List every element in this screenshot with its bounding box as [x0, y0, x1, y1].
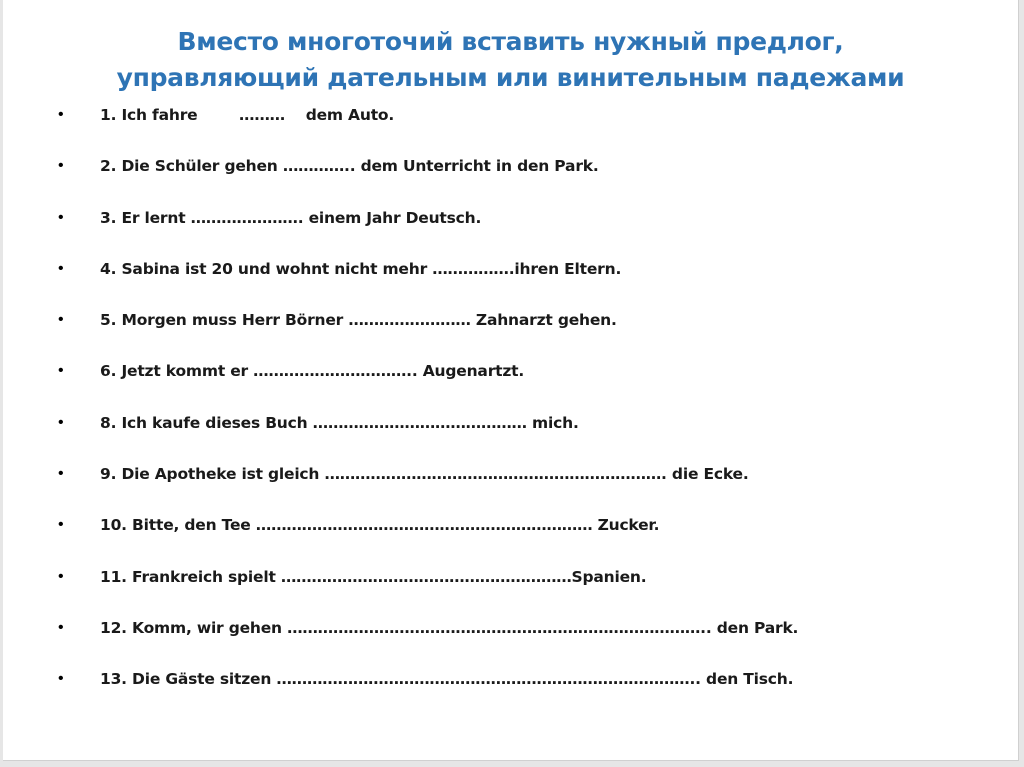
item-text: 8. Ich kaufe dieses Buch …………………………………… mich.	[100, 413, 579, 432]
bullet-icon: •	[58, 618, 64, 636]
bullet-icon: •	[58, 567, 64, 585]
item-text: 13. Die Gäste sitzen ……………………………………………………………………….. den Tisch.	[100, 670, 794, 689]
bullet-icon: •	[58, 516, 64, 534]
bullet-icon: •	[58, 670, 64, 688]
item-text: 3. Er lernt …………………. einem Jahr Deutsch.	[100, 208, 482, 227]
slide	[3, 0, 1019, 761]
bullet-icon: •	[58, 413, 64, 431]
title-line-2: управляющий дательным или винительным падежами	[116, 63, 905, 92]
bullet-icon: •	[58, 208, 64, 226]
item-text: 5. Morgen muss Herr Börner …………………… Zahnarzt gehen.	[100, 311, 617, 330]
bullet-icon: •	[58, 465, 64, 483]
item-text: 6. Jetzt kommt er ………………………….. Augenartzt.	[100, 362, 525, 381]
bullet-icon: •	[58, 157, 64, 175]
item-text: 12. Komm, wir gehen ……………………………………………………………………….. den Park.	[100, 618, 799, 637]
item-text: 4. Sabina ist 20 und wohnt nicht mehr …………….ihren Eltern.	[100, 259, 622, 278]
bullet-icon: •	[58, 311, 64, 329]
bullet-icon: •	[58, 259, 64, 277]
bullet-icon: •	[58, 362, 64, 380]
item-text: 1. Ich fahre ……… dem Auto.	[100, 106, 395, 124]
slide-title	[3, 24, 1018, 96]
bullet-icon: •	[58, 106, 64, 123]
item-text: 11. Frankreich spielt …………………………………………………Spanien.	[100, 567, 647, 586]
item-text: 2. Die Schüler gehen ………….. dem Unterricht in den Park.	[100, 157, 599, 176]
item-text: 9. Die Apotheke ist gleich …………………………………………………………. die Ecke.	[100, 465, 749, 484]
item-text: 10. Bitte, den Tee ………………………………………………………… Zucker.	[100, 516, 660, 535]
title-line-1: Вместо многоточий вставить нужный предлог,	[177, 27, 844, 56]
